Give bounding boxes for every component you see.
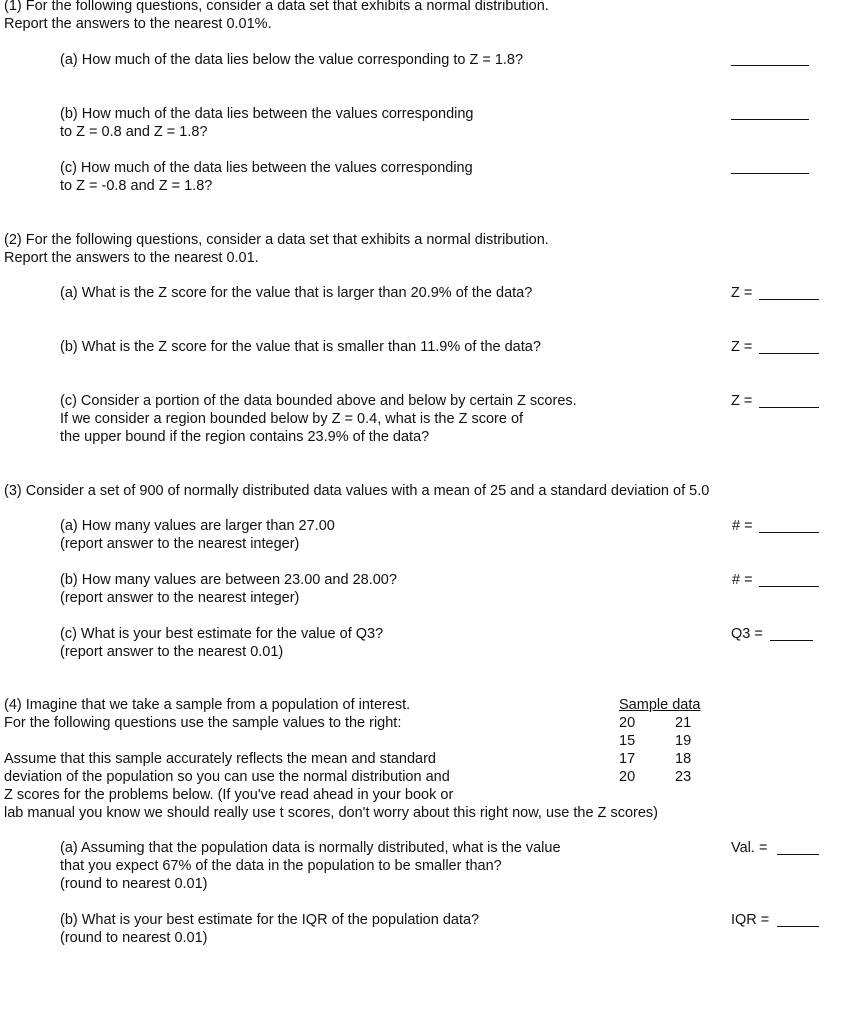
sample-data-title: Sample data bbox=[619, 697, 701, 713]
q2-c-text-line3: the upper bound if the region contains 23.9% of the data? bbox=[60, 429, 430, 445]
q1-b-text-line2: to Z = 0.8 and Z = 1.8? bbox=[60, 124, 208, 140]
sample-value: 21 bbox=[675, 715, 692, 731]
q2-a-text: (a) What is the Z score for the value that is larger than 20.9% of the data? bbox=[60, 285, 533, 301]
q2-header-line2: Report the answers to the nearest 0.01. bbox=[4, 250, 259, 266]
q2-c-text-line1: (c) Consider a portion of the data bounded above and below by certain Z scores. bbox=[60, 393, 577, 409]
q2-a-answer-label: Z = bbox=[731, 285, 753, 301]
q4-b-answer-blank[interactable] bbox=[777, 926, 819, 927]
q4-assume-line1: Assume that this sample accurately reflects the mean and standard bbox=[4, 751, 436, 767]
q1-header-line2: Report the answers to the nearest 0.01%. bbox=[4, 16, 272, 32]
q3-a-text-line1: (a) How many values are larger than 27.00 bbox=[60, 518, 335, 534]
q4-b-answer-label: IQR = bbox=[731, 912, 770, 928]
sample-value: 20 bbox=[619, 715, 636, 731]
q3-b-text-line2: (report answer to the nearest integer) bbox=[60, 590, 300, 606]
q3-header: (3) Consider a set of 900 of normally distributed data values with a mean of 25 and a standard deviation of 5.0 bbox=[4, 483, 710, 499]
q3-a-text-line2: (report answer to the nearest integer) bbox=[60, 536, 300, 552]
q4-a-answer-blank[interactable] bbox=[777, 854, 819, 855]
q4-assume-line2: deviation of the population so you can use the normal distribution and bbox=[4, 769, 450, 785]
q3-c-answer-label: Q3 = bbox=[731, 626, 763, 642]
q3-a-answer-label: # = bbox=[732, 518, 753, 534]
q3-c-answer-blank[interactable] bbox=[770, 640, 813, 641]
q3-b-text-line1: (b) How many values are between 23.00 and 28.00? bbox=[60, 572, 397, 588]
q4-assume-line3: Z scores for the problems below. (If you've read ahead in your book or bbox=[4, 787, 454, 803]
sample-value: 20 bbox=[619, 769, 636, 785]
q1-a-answer-blank[interactable] bbox=[731, 65, 809, 66]
q2-b-answer-label: Z = bbox=[731, 339, 753, 355]
q1-b-answer-blank[interactable] bbox=[731, 119, 809, 120]
sample-value: 15 bbox=[619, 733, 636, 749]
q4-intro-line1: (4) Imagine that we take a sample from a population of interest. bbox=[4, 697, 411, 713]
q3-c-text-line2: (report answer to the nearest 0.01) bbox=[60, 644, 284, 660]
sample-value: 23 bbox=[675, 769, 692, 785]
q2-c-text-line2: If we consider a region bounded below by Z = 0.4, what is the Z score of bbox=[60, 411, 524, 427]
q2-c-answer-blank[interactable] bbox=[759, 407, 819, 408]
q4-a-text-line2: that you expect 67% of the data in the population to be smaller than? bbox=[60, 858, 502, 874]
q4-assume-line4: lab manual you know we should really use t scores, don't worry about this right now, use the Z scores) bbox=[4, 805, 658, 821]
sample-value: 18 bbox=[675, 751, 692, 767]
q2-a-answer-blank[interactable] bbox=[759, 299, 819, 300]
q4-a-answer-label: Val. = bbox=[731, 840, 768, 856]
q1-c-text-line1: (c) How much of the data lies between the values corresponding bbox=[60, 160, 473, 176]
sample-value: 17 bbox=[619, 751, 636, 767]
q1-header-line1: (1) For the following questions, consider a data set that exhibits a normal distribution. bbox=[4, 0, 549, 14]
q1-b-text-line1: (b) How much of the data lies between the values corresponding bbox=[60, 106, 474, 122]
q2-header-line1: (2) For the following questions, consider a data set that exhibits a normal distribution. bbox=[4, 232, 549, 248]
q1-a-text: (a) How much of the data lies below the value corresponding to Z = 1.8? bbox=[60, 52, 524, 68]
q1-c-answer-blank[interactable] bbox=[731, 173, 809, 174]
q2-b-answer-blank[interactable] bbox=[759, 353, 819, 354]
q4-b-text-line2: (round to nearest 0.01) bbox=[60, 930, 208, 946]
q4-b-text-line1: (b) What is your best estimate for the IQR of the population data? bbox=[60, 912, 480, 928]
q1-c-text-line2: to Z = -0.8 and Z = 1.8? bbox=[60, 178, 213, 194]
q4-intro-line2: For the following questions use the sample values to the right: bbox=[4, 715, 402, 731]
q3-b-answer-blank[interactable] bbox=[759, 586, 819, 587]
q4-a-text-line1: (a) Assuming that the population data is normally distributed, what is the value bbox=[60, 840, 561, 856]
q4-a-text-line3: (round to nearest 0.01) bbox=[60, 876, 208, 892]
q2-b-text: (b) What is the Z score for the value that is smaller than 11.9% of the data? bbox=[60, 339, 541, 355]
q3-b-answer-label: # = bbox=[732, 572, 753, 588]
q3-a-answer-blank[interactable] bbox=[759, 532, 819, 533]
q2-c-answer-label: Z = bbox=[731, 393, 753, 409]
q3-c-text-line1: (c) What is your best estimate for the value of Q3? bbox=[60, 626, 384, 642]
sample-value: 19 bbox=[675, 733, 692, 749]
